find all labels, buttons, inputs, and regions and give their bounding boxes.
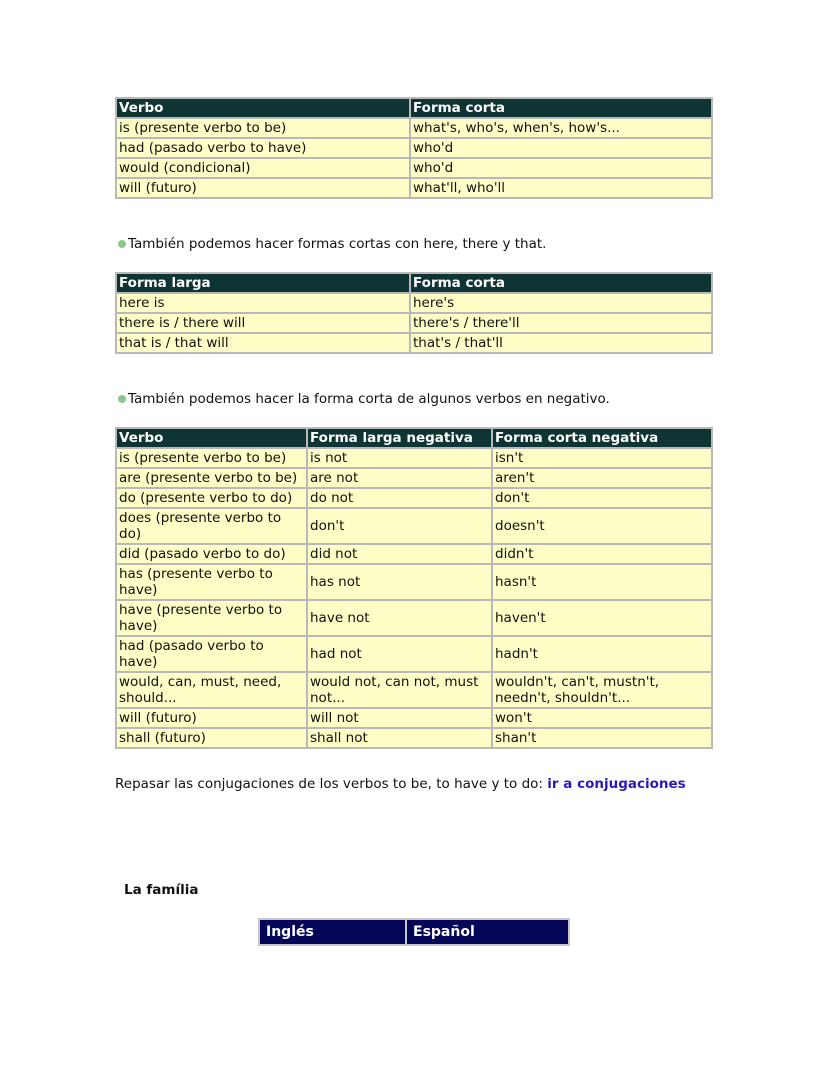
table-cell: is not	[307, 448, 492, 468]
bullet-text: También podemos hacer formas cortas con here, there y that.	[128, 236, 547, 252]
table-cell: what'll, who'll	[410, 178, 712, 198]
table-cell: do not	[307, 488, 492, 508]
table-cell: what's, who's, when's, how's...	[410, 118, 712, 138]
bullet-dot-icon	[118, 395, 126, 403]
conjugaciones-link[interactable]: ir a conjugaciones	[547, 776, 686, 792]
table-row	[116, 333, 712, 353]
table-cell: shall (futuro)	[116, 728, 307, 748]
bullet-paragraph	[118, 391, 610, 407]
table-forma-larga-corta	[115, 272, 713, 354]
table-cell: does (presente verbo to do)	[116, 508, 307, 544]
table-cell: have not	[307, 600, 492, 636]
table-cell: who'd	[410, 138, 712, 158]
table-cell: here's	[410, 293, 712, 313]
table-cell: had not	[307, 636, 492, 672]
column-header: Forma larga	[116, 273, 410, 293]
table-cell: did (pasado verbo to do)	[116, 544, 307, 564]
table-cell: that is / that will	[116, 333, 410, 353]
table-cell: isn't	[492, 448, 712, 468]
table-cell: are (presente verbo to be)	[116, 468, 307, 488]
table-header-row	[259, 919, 569, 945]
table-cell: do (presente verbo to do)	[116, 488, 307, 508]
column-header: Inglés	[259, 919, 406, 945]
column-header: Forma corta	[410, 98, 712, 118]
table-cell: who'd	[410, 158, 712, 178]
table-row	[116, 636, 712, 672]
table-cell: shan't	[492, 728, 712, 748]
table-cell: doesn't	[492, 508, 712, 544]
table-cell: have (presente verbo to have)	[116, 600, 307, 636]
section-title: La família	[124, 882, 199, 898]
column-header: Forma corta	[410, 273, 712, 293]
table-cell: hasn't	[492, 564, 712, 600]
review-paragraph	[115, 776, 686, 792]
table-cell: there is / there will	[116, 313, 410, 333]
column-header: Verbo	[116, 98, 410, 118]
table-negativos	[115, 427, 713, 749]
table-row	[116, 672, 712, 708]
table-cell: will (futuro)	[116, 708, 307, 728]
table-cell: that's / that'll	[410, 333, 712, 353]
table-cell: here is	[116, 293, 410, 313]
table-row	[116, 544, 712, 564]
table-cell: has (presente verbo to have)	[116, 564, 307, 600]
table-cell: had (pasado verbo to have)	[116, 636, 307, 672]
table-row	[116, 728, 712, 748]
table-row	[116, 448, 712, 468]
table-cell: are not	[307, 468, 492, 488]
table-row	[116, 138, 712, 158]
table-cell: will not	[307, 708, 492, 728]
table-row	[116, 564, 712, 600]
table-cell: aren't	[492, 468, 712, 488]
table-cell: didn't	[492, 544, 712, 564]
table-cell: will (futuro)	[116, 178, 410, 198]
table-cell: would (condicional)	[116, 158, 410, 178]
bullet-text: También podemos hacer la forma corta de algunos verbos en negativo.	[128, 391, 610, 407]
table-row	[116, 468, 712, 488]
table-cell: is (presente verbo to be)	[116, 118, 410, 138]
table-verbo-forma-corta	[115, 97, 713, 199]
table-cell: won't	[492, 708, 712, 728]
table-row	[116, 118, 712, 138]
review-text: Repasar las conjugaciones de los verbos to be, to have y to do:	[115, 776, 548, 792]
table-row	[116, 488, 712, 508]
column-header: Forma larga negativa	[307, 428, 492, 448]
table-cell: hadn't	[492, 636, 712, 672]
table-cell: wouldn't, can't, mustn't, needn't, shouldn't...	[492, 672, 712, 708]
column-header: Verbo	[116, 428, 307, 448]
table-cell: would, can, must, need, should...	[116, 672, 307, 708]
table-cell: has not	[307, 564, 492, 600]
table-cell: had (pasado verbo to have)	[116, 138, 410, 158]
table-cell: shall not	[307, 728, 492, 748]
table-cell: is (presente verbo to be)	[116, 448, 307, 468]
table-row	[116, 508, 712, 544]
table-cell: don't	[307, 508, 492, 544]
table-row	[116, 158, 712, 178]
bullet-dot-icon	[118, 240, 126, 248]
table-cell: there's / there'll	[410, 313, 712, 333]
table-cell: would not, can not, must not...	[307, 672, 492, 708]
table-cell: haven't	[492, 600, 712, 636]
table-row	[116, 600, 712, 636]
table-row	[116, 708, 712, 728]
table-cell: don't	[492, 488, 712, 508]
table-row	[116, 293, 712, 313]
table-header-row	[116, 98, 712, 118]
table-row	[116, 313, 712, 333]
table-cell: did not	[307, 544, 492, 564]
table-header-row	[116, 273, 712, 293]
table-familia	[258, 918, 570, 946]
column-header: Forma corta negativa	[492, 428, 712, 448]
table-header-row	[116, 428, 712, 448]
column-header: Español	[406, 919, 569, 945]
table-row	[116, 178, 712, 198]
bullet-paragraph	[118, 236, 546, 252]
